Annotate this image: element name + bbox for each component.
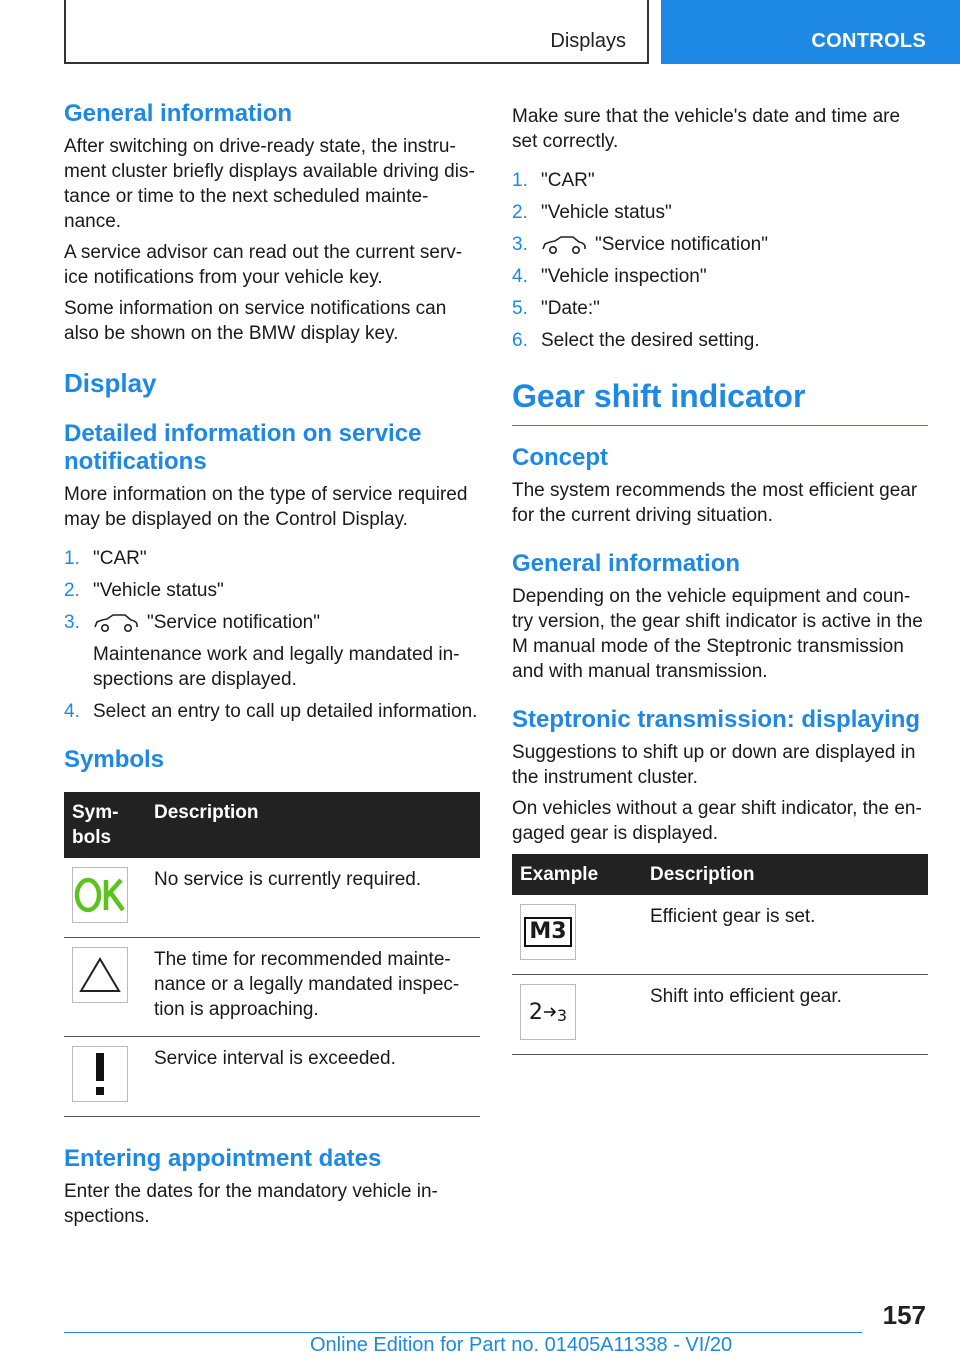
- car-icon: [93, 613, 139, 633]
- general-info-title: General information: [64, 100, 293, 127]
- header-tab-controls[interactable]: [661, 0, 960, 64]
- gear-general-info-title: General information: [512, 550, 741, 577]
- table-header: Sym‐bols: [64, 792, 146, 858]
- header-section: Displays: [550, 30, 626, 52]
- table-row: M3 Efficient gear is set.: [512, 895, 928, 975]
- detailed-info-p: More information on the type of service required may be displayed on the Control Display.: [64, 484, 468, 530]
- car-icon: [541, 235, 587, 255]
- table-row: 2 3 Shift into efficient gear.: [512, 975, 928, 1055]
- ok-icon: [72, 867, 128, 923]
- symbols-title: Symbols: [64, 746, 165, 773]
- list-item: 1. "CAR": [512, 170, 595, 191]
- header-tab-label: CONTROLS: [811, 30, 926, 52]
- general-info-p1: After switching on drive-ready state, the instru‐ment cluster briefly displays available driving dis‐tance or time to the next scheduled mainte‐nance.: [64, 136, 475, 232]
- table-row: Service interval is exceeded.: [64, 1037, 480, 1117]
- appointment-title: Entering appointment dates: [64, 1145, 382, 1172]
- example-table: [512, 854, 928, 1055]
- right-column: [512, 100, 928, 1055]
- gear-general-info-p: Depending on the vehicle equipment and coun‐try version, the gear shift indicator is active in the M manual mode of the Steptronic transmission and with manual transmission.: [512, 586, 923, 682]
- table-header: Description: [642, 854, 928, 895]
- list-item: 3. "Service notification" Maintenance work and legally mandated in‐spections are displayed.: [64, 612, 460, 690]
- table-header: Description: [146, 792, 480, 858]
- general-info-p2: A service advisor can read out the current serv‐ice notifications from your vehicle key.: [64, 242, 463, 288]
- list-item: 2. "Vehicle status": [512, 202, 672, 223]
- footer-edition: Online Edition for Part no. 01405A11338 - VI/20: [310, 1334, 733, 1356]
- list-item: 4. Select an entry to call up detailed information.: [64, 701, 478, 722]
- concept-p: The system recommends the most efficient gear for the current driving situation.: [512, 480, 918, 526]
- date-time-p: Make sure that the vehicle's date and time are set correctly.: [512, 106, 901, 152]
- appointment-p: Enter the dates for the mandatory vehicle in‐spections.: [64, 1181, 438, 1227]
- steptronic-p2: On vehicles without a gear shift indicator, the en‐gaged gear is displayed.: [512, 798, 922, 844]
- list-item: 3. "Service notification": [512, 234, 768, 255]
- list-item: 2. "Vehicle status": [64, 580, 224, 601]
- detailed-info-title: Detailed information on service notifications: [64, 420, 422, 475]
- list-item: 4. "Vehicle inspection": [512, 266, 707, 287]
- exclamation-icon: [72, 1046, 128, 1102]
- table-header: Example: [512, 854, 642, 895]
- list-item: 6. Select the desired setting.: [512, 330, 760, 351]
- steptronic-p1: Suggestions to shift up or down are displayed in the instrument cluster.: [512, 742, 916, 788]
- symbols-table: [64, 792, 480, 1117]
- table-row: No service is currently required.: [64, 858, 480, 938]
- left-column: [64, 100, 480, 1229]
- steptronic-title: Steptronic transmission: displaying: [512, 706, 921, 733]
- list-item: 5. "Date:": [512, 298, 600, 319]
- list-item: 1. "CAR": [64, 548, 147, 569]
- arrow-right-icon: [543, 1005, 557, 1019]
- m3-gear-icon: M3: [520, 904, 576, 960]
- warning-triangle-icon: [72, 947, 128, 1003]
- left-steps: [64, 546, 480, 724]
- shift-2-to-3-icon: 2 3: [520, 984, 576, 1040]
- page-number: 157: [882, 1300, 926, 1330]
- general-info-p3: Some information on service notifications can also be shown on the BMW display key.: [64, 298, 447, 344]
- concept-title: Concept: [512, 444, 608, 471]
- right-steps: [512, 168, 928, 353]
- table-row: The time for recommended mainte‐nance or a legally mandated inspec‐tion is approaching.: [64, 938, 480, 1037]
- footer-divider: [64, 1332, 862, 1333]
- gear-shift-title: Gear shift indicator: [512, 375, 928, 426]
- display-title: Display: [64, 368, 157, 398]
